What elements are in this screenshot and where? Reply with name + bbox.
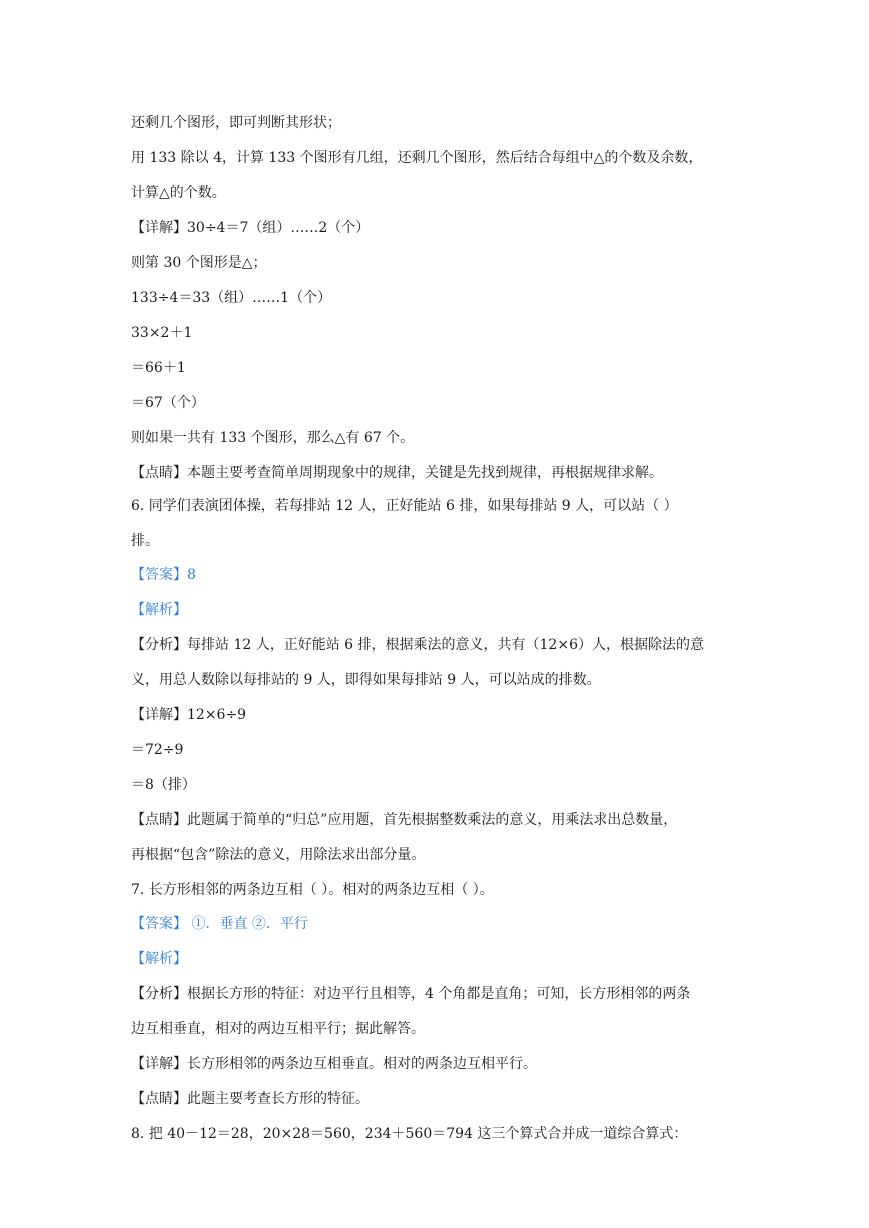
text-line: 【详解】长方形相邻的两条边互相垂直。相对的两条边互相平行。	[131, 1056, 537, 1072]
text-line: 用 133 除以 4，计算 133 个图形有几组，还剩几个图形，然后结合每组中△的个数及余数，	[131, 150, 703, 166]
text-line: ＝8（排）	[131, 777, 196, 793]
comment-line: 【点睛】本题主要考查简单周期现象中的规律，关键是先找到规律，再根据规律求解。	[131, 465, 663, 481]
question-7: 7. 长方形相邻的两条边互相（ ）。相对的两条边互相（ ）。	[131, 882, 494, 898]
analysis-heading: 【解析】	[131, 602, 187, 618]
text-line: 133÷4＝33（组）……1（个）	[131, 290, 332, 306]
text-line: 计算△的个数。	[131, 185, 226, 201]
question-6: 6. 同学们表演团体操，若每排站 12 人，正好能站 6 排，如果每排站 9 人，可以站（ ）	[131, 498, 678, 514]
text-line: 还剩几个图形，即可判断其形状；	[131, 115, 341, 131]
comment-line: 【点睛】此题主要考查长方形的特征。	[131, 1091, 369, 1107]
answer-line: 【答案】8	[131, 567, 196, 583]
text-line: 边互相垂直，相对的两边互相平行；据此解答。	[131, 1021, 425, 1037]
text-line: 则如果一共有 133 个图形，那么△有 67 个。	[131, 430, 415, 446]
question-8: 8. 把 40－12＝28，20×28＝560，234＋560＝794 这三个算式合并成一道综合算式：	[131, 1126, 688, 1142]
text-line: 【详解】12×6÷9	[131, 707, 247, 723]
text-line: 再根据“包含”除法的意义，用除法求出部分量。	[131, 847, 426, 863]
text-line: 33×2＋1	[131, 325, 193, 341]
text-line: 【分析】根据长方形的特征：对边平行且相等，4 个角都是直角；可知，长方形相邻的两条	[131, 986, 691, 1002]
text-line: ＝67（个）	[131, 395, 205, 411]
question-6-continued: 排。	[131, 533, 159, 549]
text-line: ＝72÷9	[131, 742, 184, 758]
analysis-heading: 【解析】	[131, 951, 187, 967]
text-line: ＝66＋1	[131, 360, 186, 376]
comment-line: 【点睛】此题属于简单的“归总”应用题，首先根据整数乘法的意义，用乘法求出总数量，	[131, 812, 678, 828]
text-line: 则第 30 个图形是△；	[131, 255, 267, 271]
text-line: 【详解】30÷4＝7（组）……2（个）	[131, 220, 370, 236]
answer-line: 【答案】 ①．垂直 ②．平行	[131, 916, 308, 932]
text-line: 【分析】每排站 12 人，正好能站 6 排，根据乘法的意义，共有（12×6）人，根据除法的意	[131, 637, 704, 653]
text-line: 义，用总人数除以每排站的 9 人，即得如果每排站 9 人，可以站成的排数。	[131, 672, 601, 688]
